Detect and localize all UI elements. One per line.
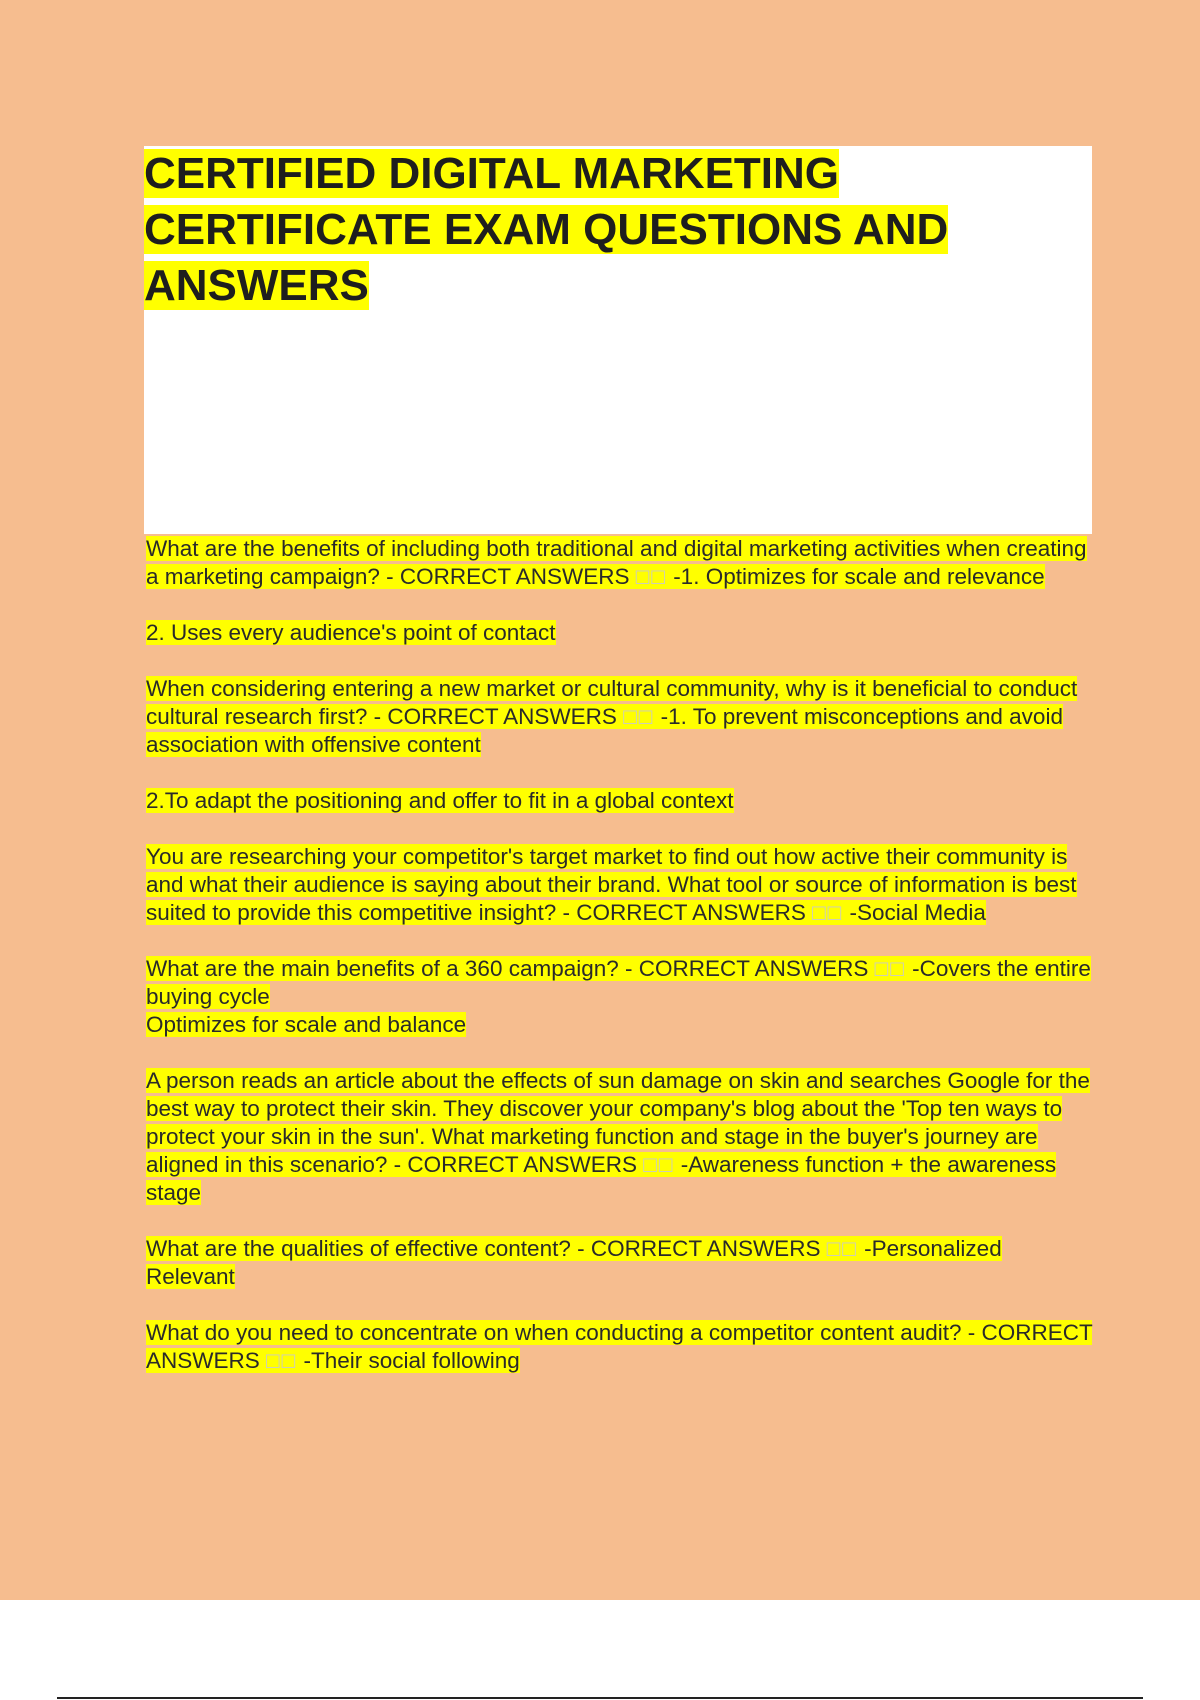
qa-item: When considering entering a new market or cultural community, why is it beneficial to conduct cultural research first? - CORRECT ANSWERS □□ -1. To prevent misconceptions and avoid association with offensive content: [146, 676, 1078, 757]
answer-marker-icon: □□: [635, 564, 667, 589]
qa-item: What do you need to concentrate on when conducting a competitor content audit? - CORRECT ANSWERS □□ -Their social following: [146, 1320, 1093, 1373]
qa-item: What are the qualities of effective content? - CORRECT ANSWERS □□ -Personalized Relevant: [146, 1236, 1002, 1289]
qa-item: 2.To adapt the positioning and offer to fit in a global context: [146, 788, 734, 813]
answer-marker-icon: □□: [623, 704, 655, 729]
title-box: [144, 146, 1092, 534]
answer-marker-icon: □□: [826, 1236, 858, 1261]
qa-list: [146, 535, 1096, 1403]
answer-marker-icon: □□: [874, 956, 906, 981]
answer-marker-icon: □□: [266, 1348, 298, 1373]
qa-item: A person reads an article about the effects of sun damage on skin and searches Google for the best way to protect their skin. They discover your company's blog about the 'Top ten ways to protect your skin in the sun'. What marketing function and stage in the buyer's journey are aligned in this scenario? - CORRECT ANSWERS □□ -Awareness function + the awareness stage: [146, 1068, 1090, 1205]
qa-item: 2. Uses every audience's point of contact: [146, 620, 556, 645]
qa-item: What are the benefits of including both traditional and digital marketing activities when creating a marketing campaign? - CORRECT ANSWERS □□ -1. Optimizes for scale and relevance: [146, 536, 1087, 589]
answer-marker-icon: □□: [812, 900, 844, 925]
answer-marker-icon: □□: [643, 1152, 675, 1177]
qa-item: What are the main benefits of a 360 campaign? - CORRECT ANSWERS □□ -Covers the entire buying cycle Optimizes for scale and balance: [146, 956, 1091, 1037]
footer-divider: [57, 1697, 1143, 1699]
qa-item: You are researching your competitor's target market to find out how active their community is and what their audience is saying about their brand. What tool or source of information is best suited to provide this competitive insight? - CORRECT ANSWERS □□ -Social Media: [146, 844, 1077, 925]
document-title: CERTIFIED DIGITAL MARKETING CERTIFICATE EXAM QUESTIONS AND ANSWERS: [144, 149, 949, 310]
